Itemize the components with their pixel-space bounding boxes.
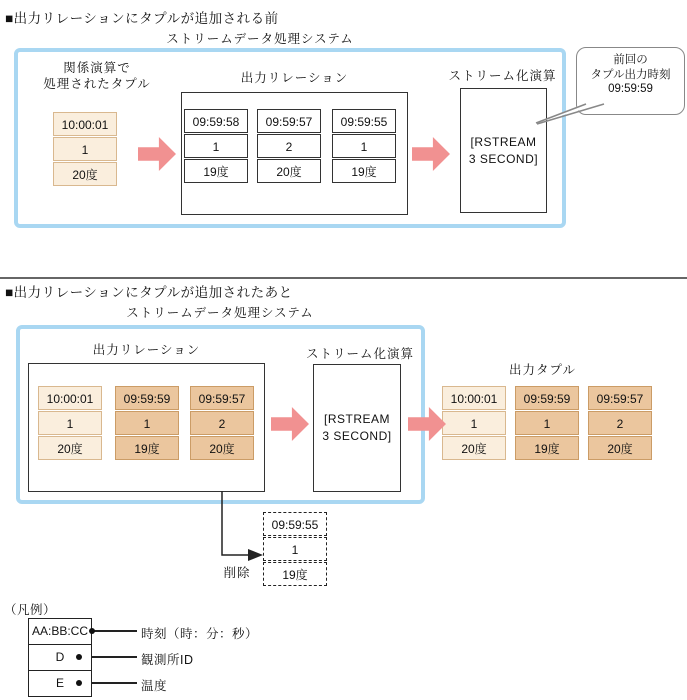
tuple-cell: 10:00:01 [53,112,117,136]
legend-box [28,618,92,697]
tuple-cell: 20度 [588,436,652,460]
legend-row [29,619,91,645]
tuple-cell: 2 [588,411,652,435]
deleted-tuple [263,512,327,586]
output-tuple [442,386,506,460]
relation-tuple [257,109,321,183]
delete-connector-arrow [216,491,268,563]
tuple-cell: 1 [115,411,179,435]
system-label-before: ストリームデータ処理システム [166,32,354,46]
callout-tail [528,101,608,127]
tuple-cell: 19度 [515,436,579,460]
stream-op-label-before: ストリーム化演算 [448,69,557,83]
tuple-cell: 09:59:59 [515,386,579,410]
callout-line2: タプル出力時刻 [590,68,671,81]
tuple-cell: 09:59:59 [115,386,179,410]
tuple-cell: 1 [442,411,506,435]
tuple-cell: 10:00:01 [442,386,506,410]
tuple-cell: 09:59:58 [184,109,248,133]
legend-label-temperature: 温度 [141,679,168,693]
relation-tuple [38,386,102,460]
tuple-cell: 1 [332,134,396,158]
tuple-cell: 20度 [53,162,117,186]
legend-title: （凡例） [4,603,57,617]
legend-row [29,671,91,696]
stream-op-box-after [313,364,401,492]
legend-connector-dot [76,680,82,686]
relation-label-before: 出力リレーション [240,71,349,85]
tuple-cell: 09:59:55 [263,512,327,536]
output-tuples-label: 出力タプル [508,363,576,377]
stream-op-text-line2: 3 SECOND] [468,151,539,166]
legend-connector-dot [89,628,95,634]
tuple-cell: 1 [515,411,579,435]
legend-cell: E [55,676,64,690]
tuple-cell: 09:59:57 [588,386,652,410]
legend-cell: AA:BB:CC [31,624,88,638]
relation-label-after: 出力リレーション [92,343,201,357]
delete-label: 削除 [223,566,251,580]
tuple-cell: 2 [190,411,254,435]
tuple-cell: 09:59:57 [257,109,321,133]
relation-tuple [184,109,248,183]
legend-row [29,645,91,671]
processed-tuple-label-line2: 処理されたタプル [43,77,151,91]
output-tuple [515,386,579,460]
callout-line3: 09:59:59 [608,83,653,95]
callout-line1: 前回の [613,54,648,66]
stream-op-text-line2: 3 SECOND] [322,429,392,443]
tuple-cell: 1 [38,411,102,435]
legend-connector-dot [76,654,82,660]
relation-tuple [332,109,396,183]
tuple-cell: 20度 [442,436,506,460]
relation-tuple [190,386,254,460]
section-divider [0,277,687,279]
output-tuple [588,386,652,460]
tuple-cell: 19度 [115,436,179,460]
relation-tuple [115,386,179,460]
stream-op-text-line1: [RSTREAM [323,412,390,426]
processed-tuple-label [22,60,172,92]
tuple-cell: 1 [184,134,248,158]
tuple-cell: 19度 [184,159,248,183]
section-heading-before: ■出力リレーションにタプルが追加される前 [5,11,279,26]
tuple-cell: 1 [263,537,327,561]
tuple-cell: 19度 [332,159,396,183]
legend-label-time: 時刻（時：分：秒） [141,627,259,641]
section-heading-after: ■出力リレーションにタプルが追加されたあと [5,285,293,300]
legend-connector-line [90,630,137,632]
legend-label-station: 観測所ID [141,653,194,667]
tuple-cell: 20度 [38,436,102,460]
tuple-cell: 1 [53,137,117,161]
tuple-cell: 2 [257,134,321,158]
tuple-cell: 20度 [257,159,321,183]
input-tuple [53,112,117,186]
processed-tuple-label-line1: 関係演算で [63,61,131,75]
tuple-cell: 19度 [263,562,327,586]
tuple-cell: 09:59:57 [190,386,254,410]
stream-op-text-line1: [RSTREAM [470,134,537,149]
tuple-cell: 10:00:01 [38,386,102,410]
system-label-after: ストリームデータ処理システム [126,306,314,320]
legend-cell: D [55,650,65,664]
stream-op-label-after: ストリーム化演算 [305,347,414,361]
tuple-cell: 09:59:55 [332,109,396,133]
tuple-cell: 20度 [190,436,254,460]
